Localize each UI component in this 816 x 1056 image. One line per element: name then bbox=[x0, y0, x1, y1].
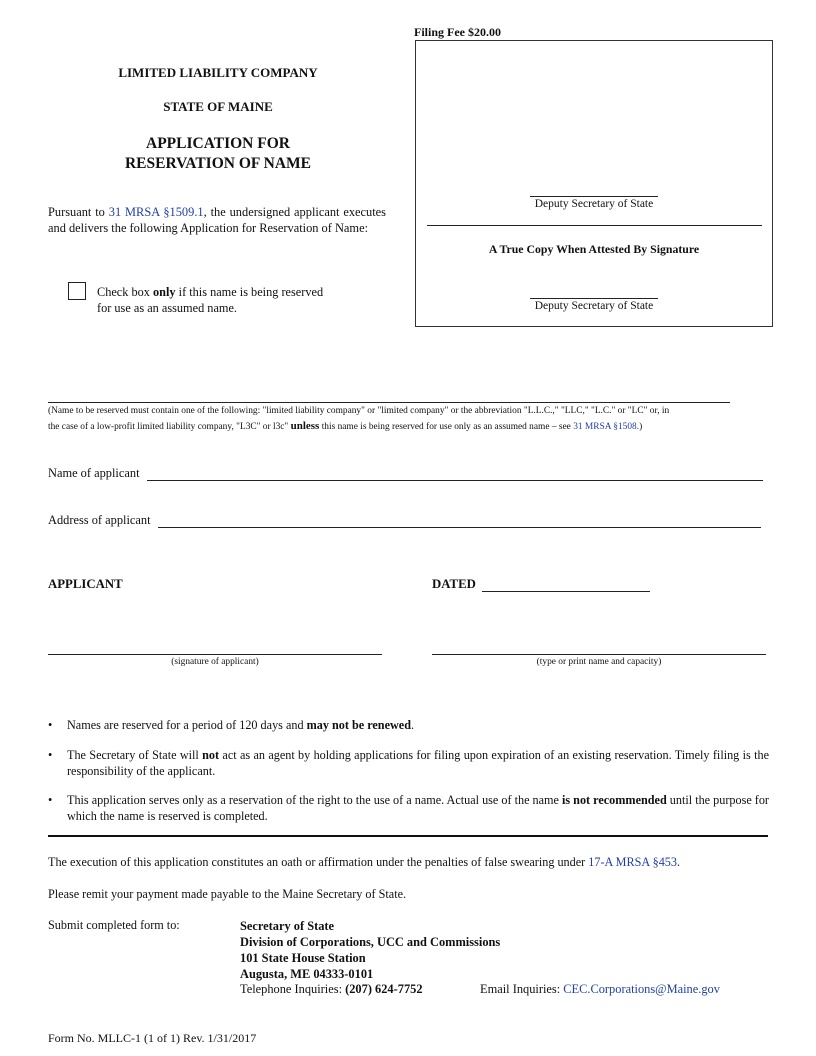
applicant-heading: APPLICANT bbox=[48, 577, 123, 591]
header-state: STATE OF MAINE bbox=[163, 99, 273, 114]
intro-paragraph bbox=[48, 204, 386, 236]
bullet-text bbox=[67, 747, 769, 779]
deputy-signature-line-2 bbox=[530, 298, 658, 299]
bullet-bold: is not recommended bbox=[562, 793, 667, 807]
bullet-post: act as an agent by holding applications for filing upon expiration of an existing reservation. Timely filing is the responsibility of the applicant. bbox=[67, 748, 769, 778]
label-line2: for use as an assumed name. bbox=[97, 301, 238, 315]
phone-inquiries bbox=[240, 982, 423, 997]
oath-end: . bbox=[676, 855, 681, 869]
header-llc: LIMITED LIABILITY COMPANY bbox=[118, 65, 318, 80]
intro-suffix: , the undersigned applicant executes and delivers the following Application for Reservation of Name: bbox=[48, 205, 386, 235]
bullet-text bbox=[67, 792, 769, 824]
bullet-bold: not bbox=[202, 748, 220, 762]
applicant-address-input[interactable] bbox=[158, 527, 761, 528]
print-name-input-line[interactable] bbox=[432, 654, 766, 655]
signature-caption: (signature of applicant) bbox=[171, 657, 259, 667]
statute-link-1509[interactable]: 31 MRSA §1509.1 bbox=[108, 205, 204, 219]
oath-body: The execution of this application constitutes an oath or affirmation under the penalties of false swearing under bbox=[48, 855, 589, 869]
dated-label: DATED bbox=[432, 577, 476, 591]
note-part1: (Name to be reserved must contain one of the following: "limited liability company" or "limited company" or the abbreviation "L.L.C.," "LLC," "L.C." or "LC" or, in bbox=[48, 406, 670, 416]
bullet-pre: Names are reserved for a period of 120 days and bbox=[67, 718, 307, 732]
note-close: ) bbox=[639, 422, 643, 432]
filing-fee: Filing Fee $20.00 bbox=[414, 25, 501, 39]
bullet-post: until the purpose for which the name is reserved is completed. bbox=[67, 793, 769, 823]
submit-address bbox=[240, 918, 500, 982]
dated-input[interactable] bbox=[482, 591, 650, 592]
note-part2: the case of a low-profit limited liability company, "L3C" or l3c" bbox=[48, 422, 291, 432]
assumed-name-checkbox[interactable] bbox=[68, 282, 86, 300]
bullet-pre: The Secretary of State will bbox=[67, 748, 203, 762]
bullet-post: . bbox=[410, 718, 415, 732]
bullet-text bbox=[67, 717, 769, 733]
bullet-dot: • bbox=[48, 748, 53, 762]
form-title-line2: RESERVATION OF NAME bbox=[124, 155, 312, 172]
intro-prefix: Pursuant to bbox=[48, 205, 109, 219]
form-number: Form No. MLLC-1 (1 of 1) Rev. 1/31/2017 bbox=[48, 1031, 257, 1045]
address-line4: Augusta, ME 04333-0101 bbox=[240, 967, 374, 981]
stamp-divider bbox=[427, 225, 762, 226]
address-line1: Secretary of State bbox=[240, 919, 335, 933]
address-line3: 101 State House Station bbox=[240, 951, 366, 965]
office-use-stamp-box bbox=[415, 40, 773, 327]
bullet-pre: This application serves only as a reservation of the right to the use of a name. Actual use of the name bbox=[67, 793, 562, 807]
email-label: Email Inquiries: bbox=[480, 982, 564, 996]
oath-text bbox=[48, 855, 680, 870]
applicant-name-input[interactable] bbox=[147, 480, 763, 481]
submit-label: Submit completed form to: bbox=[48, 918, 180, 932]
attest-text: A True Copy When Attested By Signature bbox=[488, 242, 700, 256]
label-pre: Check box bbox=[97, 285, 154, 299]
email-inquiries bbox=[480, 982, 720, 997]
address-line2: Division of Corporations, UCC and Commissions bbox=[240, 935, 501, 949]
form-title-line1: APPLICATION FOR bbox=[146, 135, 290, 152]
deputy-label-1: Deputy Secretary of State bbox=[534, 198, 654, 210]
name-requirements-note bbox=[48, 404, 760, 435]
assumed-name-label bbox=[97, 284, 357, 316]
applicant-address-label: Address of applicant bbox=[48, 513, 151, 527]
label-post: if this name is being reserved bbox=[175, 285, 324, 299]
statute-link-453[interactable]: 17-A MRSA §453 bbox=[588, 855, 677, 869]
bullet-bold: may not be renewed bbox=[306, 718, 411, 732]
label-bold: only bbox=[153, 285, 176, 299]
applicant-name-label: Name of applicant bbox=[48, 466, 140, 480]
phone-number: (207) 624-7752 bbox=[345, 982, 423, 996]
bullet-dot: • bbox=[48, 718, 53, 732]
note-bold: unless bbox=[290, 420, 320, 432]
email-link[interactable]: CEC.Corporations@Maine.gov bbox=[563, 982, 720, 996]
statute-link-1508[interactable]: 31 MRSA §1508. bbox=[573, 422, 640, 432]
bullet-dot: • bbox=[48, 793, 53, 807]
signature-input-line[interactable] bbox=[48, 654, 382, 655]
remit-text: Please remit your payment made payable to the Maine Secretary of State. bbox=[48, 887, 407, 901]
deputy-label-2: Deputy Secretary of State bbox=[534, 300, 654, 312]
print-name-caption: (type or print name and capacity) bbox=[536, 657, 662, 667]
deputy-signature-line-1 bbox=[530, 196, 658, 197]
phone-label: Telephone Inquiries: bbox=[240, 982, 346, 996]
reserved-name-input-line[interactable] bbox=[48, 402, 730, 403]
note-part3: this name is being reserved for use only as an assumed name – see bbox=[319, 422, 574, 432]
section-divider bbox=[48, 835, 768, 837]
